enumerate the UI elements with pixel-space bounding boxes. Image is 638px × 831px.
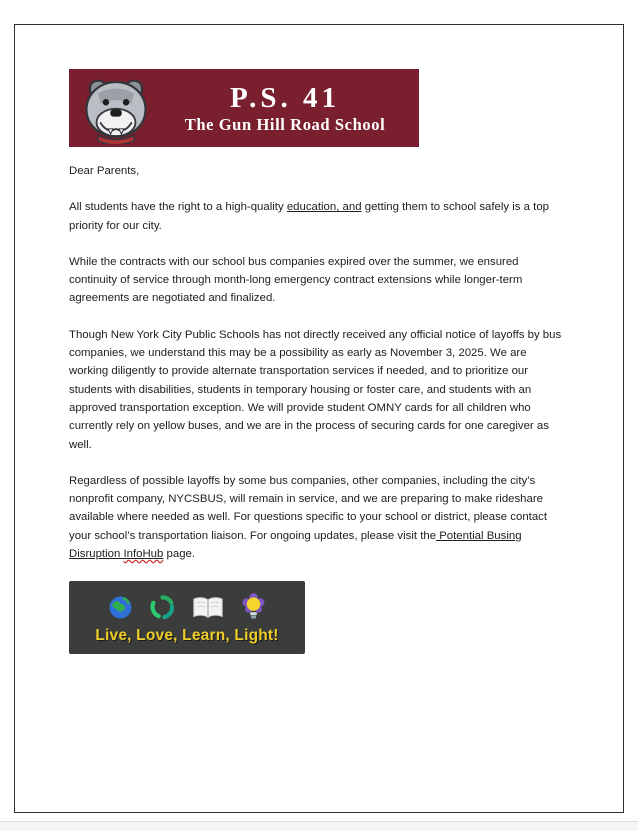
potential-busing-disruption-link[interactable]: Potential Busing Disruption	[69, 529, 522, 561]
paragraph-1-text-after: getting them to school safely is a top priority for our city.	[69, 201, 549, 232]
school-name: P.S. 41	[230, 81, 340, 114]
paragraph-1-text: All students have the right to a high-quality	[69, 201, 287, 214]
paragraph-4-text-after: page.	[163, 548, 196, 561]
salutation: Dear Parents,	[69, 165, 140, 177]
letter-page	[14, 24, 624, 813]
footer-caption: Live, Love, Learn, Light!	[95, 626, 279, 644]
paragraph-4-text: Regardless of possible layoffs by some bus companies, other companies, including the city’s nonprofit company, NYCSBUS, will remain in service, and we are preparing to make rideshare available where needed as well. For questions specific to your school or district, please contact your school’s transportation liaison. For ongoing updates, please visit the	[69, 474, 548, 542]
open-book-icon	[191, 595, 225, 621]
window-bottom-bar	[0, 821, 638, 831]
live-love-learn-light-banner	[69, 581, 305, 654]
school-banner	[69, 69, 419, 147]
paragraph-4	[69, 472, 566, 563]
school-subtitle: The Gun Hill Road School	[184, 114, 386, 134]
bulldog-icon	[76, 72, 156, 144]
letter-body	[69, 162, 566, 654]
education-link[interactable]: education, and	[286, 201, 362, 214]
lightbulb-icon	[240, 592, 267, 623]
paragraph-1	[69, 198, 566, 235]
paragraph-2: While the contracts with our school bus companies expired over the summer, we ensured continuity of service through month-long emergency contract extensions while longer-term agreements are negotiated and finalized.	[69, 255, 523, 305]
paragraph-3: Though New York City Public Schools has not directly received any official notice of layoffs by bus companies, we understand this may be a possibility as early as November 3, 2025. We are working diligently to provide alternate transportation services if needed, and to prioritize our students with disabilities, students in temporary housing or foster care, and students with an approved transportation exception. We will provide student OMNY cards for all children who currently rely on yellow buses, and we are in the process of securing cards for one caregiver as well.	[69, 328, 562, 451]
infohub-link-text: InfoHub	[123, 548, 164, 561]
footer-icon-row	[107, 591, 267, 625]
earth-icon	[107, 594, 134, 621]
recycle-icon	[149, 594, 176, 621]
infohub-link[interactable]	[123, 548, 163, 560]
bulldog-logo-icon	[69, 69, 163, 147]
banner-text	[163, 82, 419, 135]
